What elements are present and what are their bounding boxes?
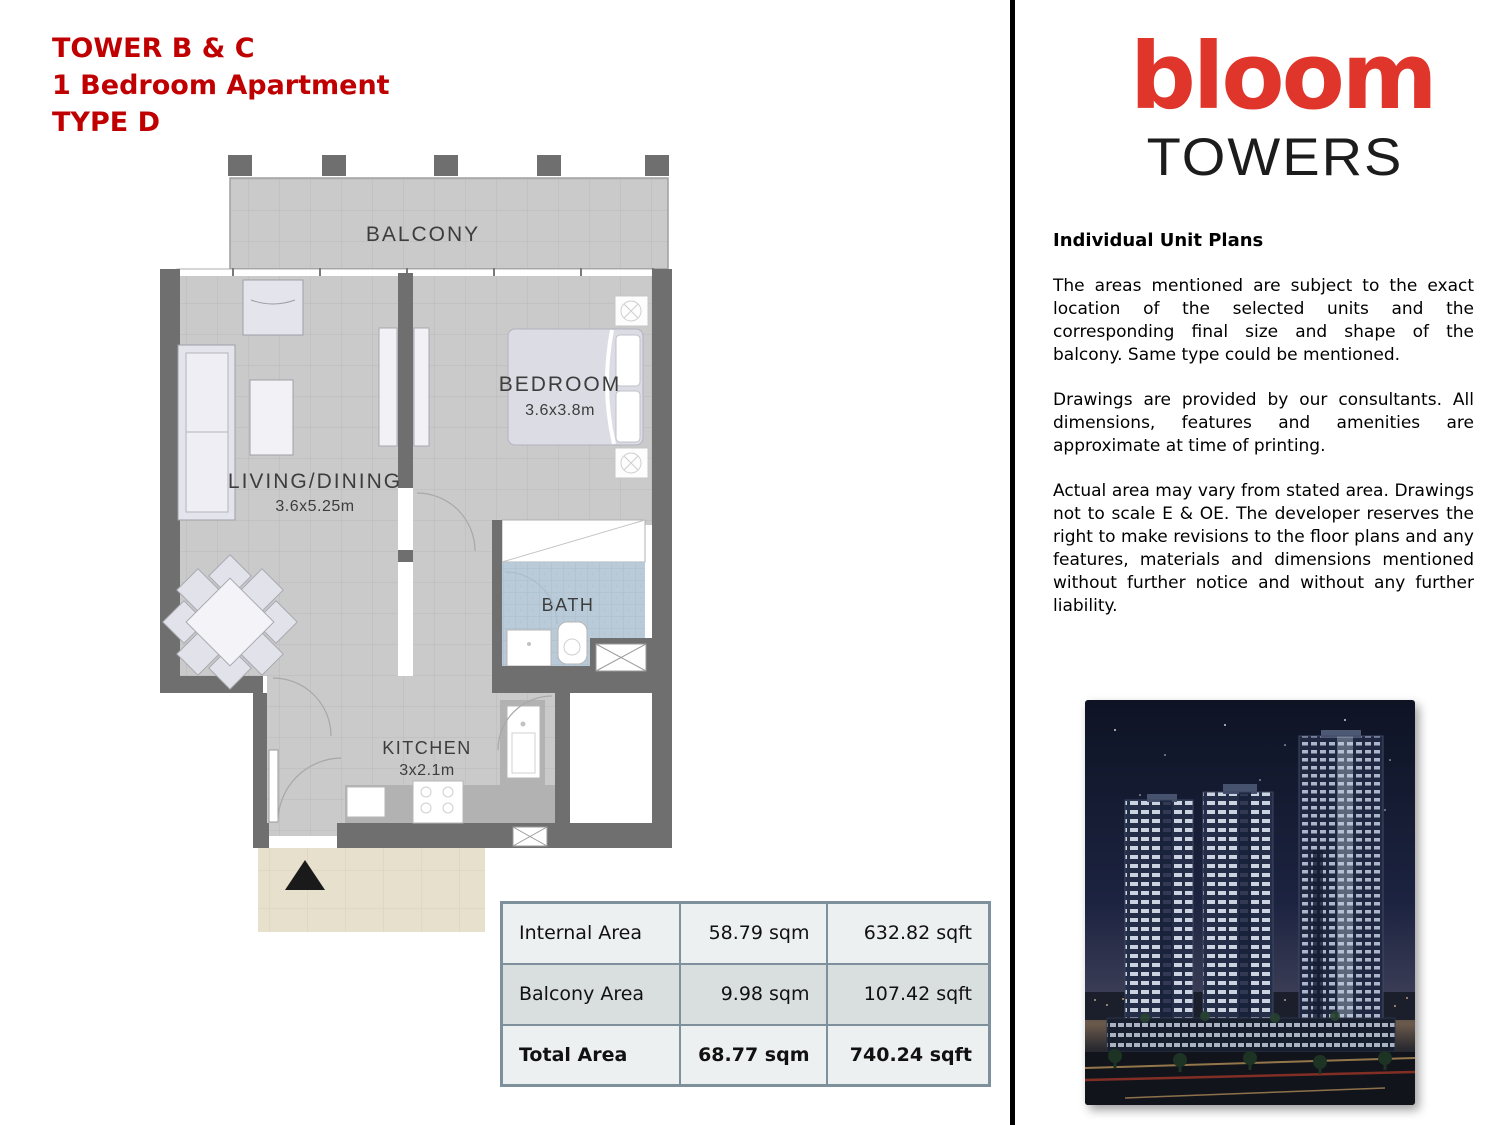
- living-dims: 3.6x5.25m: [275, 498, 355, 515]
- row-sqm: 68.77 sqm: [680, 1025, 827, 1086]
- balcony-pillars: [228, 155, 669, 176]
- living-label: LIVING/DINING: [227, 470, 403, 493]
- section-heading: Individual Unit Plans: [1053, 230, 1264, 251]
- row-label: Internal Area: [502, 903, 680, 964]
- disclaimer-text-block: [1053, 230, 1474, 640]
- bedroom-dims: 3.6x3.8m: [525, 402, 595, 419]
- tv-unit: [243, 280, 303, 335]
- coffee-table: [250, 380, 293, 455]
- floor-plan: [155, 148, 685, 958]
- kitchen-dims: 3x2.1m: [399, 762, 455, 779]
- row-label: Balcony Area: [502, 964, 680, 1025]
- title-line-1: TOWER B & C: [52, 33, 255, 64]
- disclaimer-paragraph-1: The areas mentioned are subject to the exact location of the selected units and the corresponding final size and shape of the balcony. Same type could be mentioned.: [1053, 276, 1474, 365]
- row-label: Total Area: [502, 1025, 680, 1086]
- logo-wordmark-bloom: bloom: [1130, 23, 1435, 130]
- table-row: [502, 903, 990, 964]
- kitchen-cabinet: [347, 787, 385, 817]
- street-scene: [1085, 1049, 1415, 1105]
- towers-illustration: [1085, 700, 1415, 1105]
- wardrobe-closet: [502, 520, 645, 562]
- toilet: [558, 622, 587, 664]
- row-sqft: 107.42 sqft: [827, 964, 990, 1025]
- disclaimer-paragraph-3: Actual area may vary from stated area. Drawings not to scale E & OE. The developer reserves the right to make revisions to the floor plans and any features, materials and dimensions mentioned without further notice and without any further liability.: [1053, 481, 1474, 616]
- row-sqft: 632.82 sqft: [827, 903, 990, 964]
- tower-right: [1299, 730, 1383, 1036]
- area-table: [500, 901, 991, 1087]
- bath-vanity: [507, 630, 551, 666]
- kitchen-label: KITCHEN: [382, 738, 472, 758]
- table-row-total: [502, 1025, 990, 1086]
- row-sqm: 58.79 sqm: [680, 903, 827, 964]
- towers-night-render: [1085, 700, 1415, 1105]
- bedroom-label: BEDROOM: [498, 373, 622, 396]
- page-title: [52, 30, 390, 141]
- bath-label: BATH: [541, 595, 595, 615]
- logo-wordmark-towers: TOWERS: [1146, 126, 1404, 187]
- disclaimer-paragraph-2: Drawings are provided by our consultants. All dimensions, features and amenities are approximate at time of printing.: [1053, 390, 1474, 456]
- balcony-label: BALCONY: [365, 223, 481, 246]
- outside-corridor: [258, 848, 485, 932]
- row-sqft: 740.24 sqft: [827, 1025, 990, 1086]
- vertical-divider: [1010, 0, 1015, 1125]
- table-row: [502, 964, 990, 1025]
- tower-left: [1125, 794, 1193, 1020]
- title-line-3: TYPE D: [52, 107, 161, 138]
- tower-middle: [1203, 784, 1273, 1020]
- stove: [413, 781, 463, 823]
- pillow: [616, 391, 640, 442]
- balcony: [230, 178, 668, 269]
- bloom-towers-logo: [1130, 23, 1435, 187]
- row-sqm: 9.98 sqm: [680, 964, 827, 1025]
- title-line-2: 1 Bedroom Apartment: [52, 70, 390, 101]
